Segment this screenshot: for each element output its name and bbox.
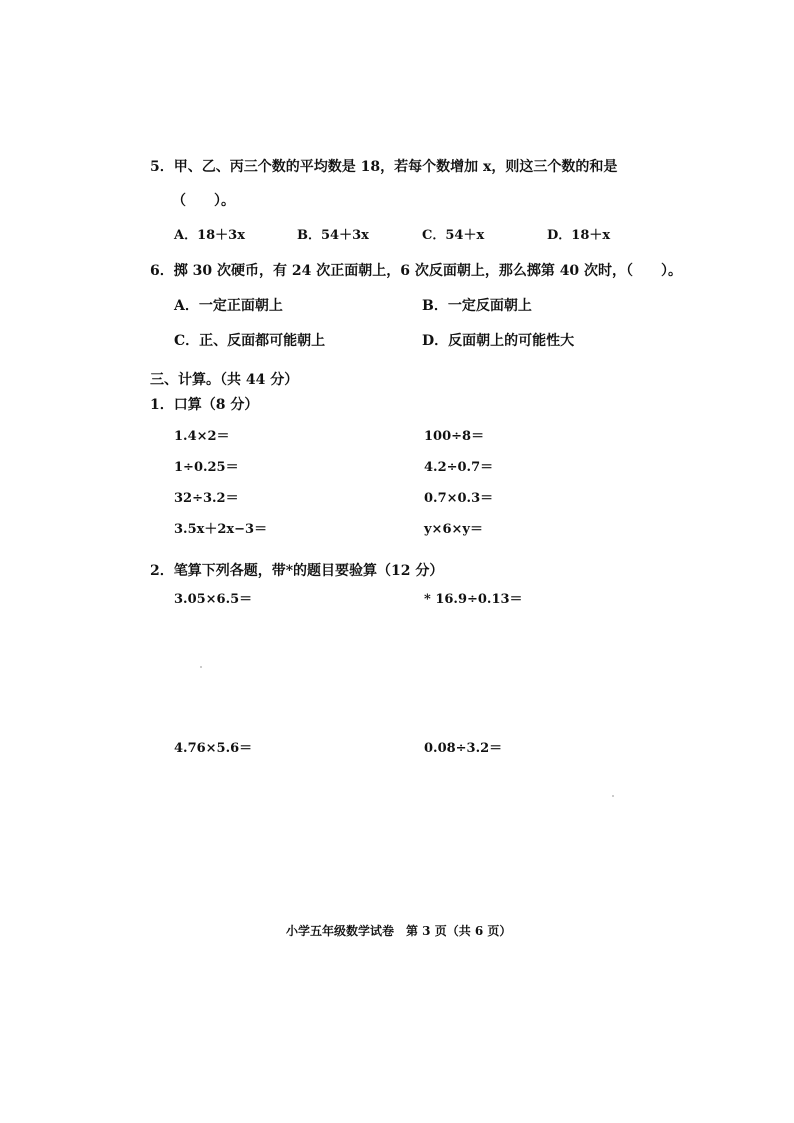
written-calc-item: 3.05×6.5＝ [174, 592, 253, 607]
q6-option-a: A．一定正面朝上 [174, 298, 283, 314]
q5-option-c: C．54＋x [422, 228, 485, 243]
q6-option-d: D．反面朝上的可能性大 [422, 333, 575, 349]
scan-speck [612, 795, 614, 797]
oral-calc-item: 0.7×0.3＝ [424, 491, 494, 506]
q6-option-c: C．正、反面都可能朝上 [174, 333, 326, 349]
oral-calc-item: 1.4×2＝ [174, 429, 230, 444]
part1-title: 1．口算（8 分） [150, 397, 259, 413]
q5-blank: （ ）。 [172, 193, 235, 209]
q5-option-a: A．18＋3x [174, 228, 245, 243]
oral-calc-item: 100÷8＝ [424, 429, 485, 444]
part2-title: 2．笔算下列各题，带*的题目要验算（12 分） [150, 563, 444, 579]
written-calc-item: * 16.9÷0.13＝ [424, 592, 523, 607]
q5-option-b: B．54＋3x [297, 228, 369, 243]
page-footer: 小学五年级数学试卷 第 3 页（共 6 页） [286, 924, 512, 938]
oral-calc-item: 4.2÷0.7＝ [424, 460, 494, 475]
oral-calc-item: 1÷0.25＝ [174, 460, 239, 475]
q6-option-b: B．一定反面朝上 [422, 298, 532, 314]
q6-stem: 6．掷 30 次硬币，有 24 次正面朝上，6 次反面朝上，那么掷第 40 次时，（ ）。 [150, 263, 683, 279]
oral-calc-item: y×6×y＝ [424, 522, 483, 537]
q5-option-d: D．18＋x [547, 228, 611, 243]
scan-speck [200, 666, 202, 668]
oral-calc-item: 3.5x＋2x−3＝ [174, 522, 268, 537]
section3-title: 三、计算。（共 44 分） [150, 372, 299, 388]
written-calc-item: 0.08÷3.2＝ [424, 741, 503, 756]
q5-stem: 5．甲、乙、丙三个数的平均数是 18，若每个数增加 x，则这三个数的和是 [150, 159, 618, 175]
oral-calc-item: 32÷3.2＝ [174, 491, 239, 506]
written-calc-item: 4.76×5.6＝ [174, 741, 253, 756]
